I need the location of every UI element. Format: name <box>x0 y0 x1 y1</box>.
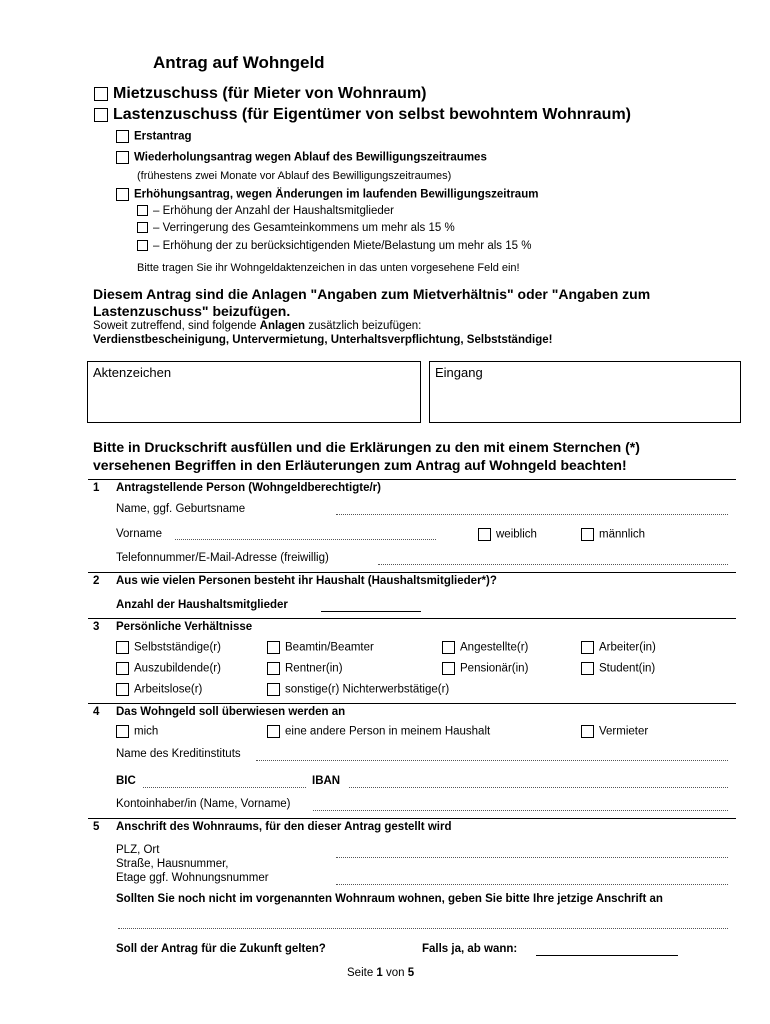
vorname-field[interactable] <box>175 539 436 540</box>
telefon-label: Telefonnummer/E-Mail-Adresse (freiwillig) <box>116 552 329 564</box>
vorname-label: Vorname <box>116 528 163 540</box>
soweit-bold: Anlagen <box>259 320 306 332</box>
eingang-box <box>429 361 741 423</box>
sub1-checkbox[interactable] <box>137 205 148 216</box>
page-footer <box>347 967 414 979</box>
type-mietzuschuss[interactable] <box>94 85 427 103</box>
kontoinhaber-label: Kontoinhaber/in (Name, Vorname) <box>116 798 291 810</box>
zukunft-label: Soll der Antrag für die Zukunft gelten? <box>116 943 326 955</box>
name-field[interactable] <box>336 514 728 515</box>
lastenzuschuss-checkbox[interactable] <box>94 108 108 122</box>
mich-checkbox[interactable] <box>116 725 129 738</box>
kreditinstitut-label: Name des Kreditinstituts <box>116 748 241 760</box>
section4-title: Das Wohngeld soll überwiesen werden an <box>116 706 346 718</box>
erhoehung-option[interactable] <box>116 188 538 201</box>
rentner-option[interactable] <box>267 662 343 675</box>
wiederholung-checkbox[interactable] <box>116 151 129 164</box>
sub3-label: – Erhöhung der zu berücksichtigenden Miete/Belastung um mehr als 15 % <box>153 240 532 252</box>
sollten-note: Sollten Sie noch nicht im vorgenannten Wohnraum wohnen, geben Sie bitte Ihre jetzige Anschrift an <box>116 893 663 905</box>
anzahl-label: Anzahl der Haushaltsmitglieder <box>116 599 288 611</box>
maennlich-option[interactable] <box>581 528 645 541</box>
mietzuschuss-checkbox[interactable] <box>94 87 108 101</box>
strasse-field[interactable] <box>336 884 728 885</box>
instruction-line1: Bitte in Druckschrift ausfüllen und die Erklärungen zu den mit einem Sternchen (*) <box>93 439 640 455</box>
erstantrag-checkbox[interactable] <box>116 130 129 143</box>
sonstige-checkbox[interactable] <box>267 683 280 696</box>
mich-option[interactable] <box>116 725 158 738</box>
beamter-option[interactable] <box>267 641 374 654</box>
sonstige-option[interactable] <box>267 683 449 696</box>
vermieter-checkbox[interactable] <box>581 725 594 738</box>
page-title: Antrag auf Wohngeld <box>153 53 325 72</box>
auszubildende-option[interactable] <box>116 662 221 675</box>
andere-person-checkbox[interactable] <box>267 725 280 738</box>
footer-page: 1 <box>376 967 383 979</box>
angestellte-checkbox[interactable] <box>442 641 455 654</box>
beamter-checkbox[interactable] <box>267 641 280 654</box>
selbststaendige-checkbox[interactable] <box>116 641 129 654</box>
arbeiter-checkbox[interactable] <box>581 641 594 654</box>
sub2-checkbox[interactable] <box>137 222 148 233</box>
auszubildende-label: Auszubildende(r) <box>134 662 221 675</box>
arbeitslose-checkbox[interactable] <box>116 683 129 696</box>
erhoehung-checkbox[interactable] <box>116 188 129 201</box>
sub2-label: – Verringerung des Gesamteinkommens um mehr als 15 % <box>153 222 455 234</box>
instruction-line2: versehenen Begriffen in den Erläuterungen zum Antrag auf Wohngeld beachten! <box>93 457 627 473</box>
ab-wann-field[interactable] <box>536 955 678 956</box>
iban-field[interactable] <box>349 787 728 788</box>
weiblich-checkbox[interactable] <box>478 528 491 541</box>
soweit-pre: Soweit zutreffend, sind folgende <box>93 320 260 332</box>
rentner-checkbox[interactable] <box>267 662 280 675</box>
vermieter-label: Vermieter <box>599 725 649 738</box>
mich-label: mich <box>134 725 159 738</box>
section1-number: 1 <box>93 482 100 494</box>
type-lastenzuschuss[interactable] <box>94 106 631 124</box>
maennlich-label: männlich <box>599 528 646 541</box>
kontoinhaber-field[interactable] <box>313 810 728 811</box>
bic-label: BIC <box>116 775 136 787</box>
footer-von: von <box>386 967 405 979</box>
selbststaendige-label: Selbstständige(r) <box>134 641 221 654</box>
erhoehung-label: Erhöhungsantrag, wegen Änderungen im laufenden Bewilligungszeitraum <box>134 188 539 201</box>
erstantrag-option[interactable] <box>116 130 192 143</box>
arbeiter-label: Arbeiter(in) <box>599 641 656 654</box>
plz-field[interactable] <box>336 857 728 858</box>
section2-title: Aus wie vielen Personen besteht ihr Haushalt (Haushaltsmitglieder*)? <box>116 575 497 587</box>
iban-label: IBAN <box>312 775 341 787</box>
plz-label: PLZ, Ort <box>116 844 160 856</box>
ab-wann-label: Falls ja, ab wann: <box>422 943 518 955</box>
wiederholung-option[interactable] <box>116 151 487 164</box>
bic-field[interactable] <box>143 787 306 788</box>
section-rule <box>88 703 736 704</box>
telefon-field[interactable] <box>378 564 728 565</box>
section4-number: 4 <box>93 706 100 718</box>
student-label: Student(in) <box>599 662 656 675</box>
kreditinstitut-field[interactable] <box>256 760 728 761</box>
maennlich-checkbox[interactable] <box>581 528 594 541</box>
student-checkbox[interactable] <box>581 662 594 675</box>
footer-seite: Seite <box>347 967 374 979</box>
arbeitslose-label: Arbeitslose(r) <box>134 683 203 696</box>
sonstige-label: sonstige(r) Nichterwerbstätige(r) <box>285 683 450 696</box>
anlagen-line1: Diesem Antrag sind die Anlagen "Angaben zum Mietverhältnis" oder "Angaben zum <box>93 286 651 302</box>
aktenzeichen-box[interactable] <box>87 361 421 423</box>
erhoehung-sub1[interactable] <box>137 205 394 217</box>
student-option[interactable] <box>581 662 655 675</box>
section2-number: 2 <box>93 575 100 587</box>
erhoehung-sub3[interactable] <box>137 240 531 252</box>
section3-number: 3 <box>93 621 100 633</box>
arbeitslose-option[interactable] <box>116 683 202 696</box>
selbststaendige-option[interactable] <box>116 641 221 654</box>
sub1-label: – Erhöhung der Anzahl der Haushaltsmitglieder <box>153 205 395 217</box>
section1-title: Antragstellende Person (Wohngeldberechtigte/r) <box>116 482 381 494</box>
erstantrag-label: Erstantrag <box>134 130 192 143</box>
section-rule <box>88 479 736 480</box>
footer-total: 5 <box>407 967 415 979</box>
jetzige-anschrift-field[interactable] <box>118 928 728 929</box>
mietzuschuss-label: Mietzuschuss (für Mieter von Wohnraum) <box>113 85 427 102</box>
pensionaer-label: Pensionär(in) <box>460 662 529 675</box>
anlagen-soweit <box>93 320 421 332</box>
aktenzeichen-label: Aktenzeichen <box>93 365 172 380</box>
section-rule <box>88 818 736 819</box>
name-label: Name, ggf. Geburtsname <box>116 503 246 515</box>
auszubildende-checkbox[interactable] <box>116 662 129 675</box>
erhoehung-sub2[interactable] <box>137 222 455 234</box>
angestellte-label: Angestellte(r) <box>460 641 529 654</box>
rentner-label: Rentner(in) <box>285 662 343 675</box>
strasse-label: Straße, Hausnummer, <box>116 858 229 870</box>
andere-person-label: eine andere Person in meinem Haushalt <box>285 725 491 738</box>
angestellte-option[interactable] <box>442 641 528 654</box>
wiederholung-note: (frühestens zwei Monate vor Ablauf des Bewilligungszeitraumes) <box>137 170 452 182</box>
andere-person-option[interactable] <box>267 725 490 738</box>
vermieter-option[interactable] <box>581 725 648 738</box>
anlagen-list: Verdienstbescheinigung, Untervermietung, Unterhaltsverpflichtung, Selbstständige! <box>93 334 553 346</box>
section-rule <box>88 618 736 619</box>
pensionaer-option[interactable] <box>442 662 528 675</box>
lastenzuschuss-label: Lastenzuschuss (für Eigentümer von selbst bewohntem Wohnraum) <box>113 106 631 123</box>
wiederholung-label: Wiederholungsantrag wegen Ablauf des Bewilligungszeitraumes <box>134 151 487 164</box>
aktenzeichen-hint: Bitte tragen Sie ihr Wohngeldaktenzeichen in das unten vorgesehene Feld ein! <box>137 262 520 274</box>
eingang-label: Eingang <box>435 365 483 380</box>
anzahl-field[interactable] <box>321 611 421 612</box>
soweit-post: zusätzlich beizufügen: <box>305 320 422 332</box>
sub3-checkbox[interactable] <box>137 240 148 251</box>
section-rule <box>88 572 736 573</box>
section5-number: 5 <box>93 821 100 833</box>
weiblich-label: weiblich <box>496 528 537 541</box>
beamter-label: Beamtin/Beamter <box>285 641 374 654</box>
weiblich-option[interactable] <box>478 528 537 541</box>
anlagen-line2: Lastenzuschuss" beizufügen. <box>93 303 291 319</box>
etage-label: Etage ggf. Wohnungsnummer <box>116 872 269 884</box>
arbeiter-option[interactable] <box>581 641 656 654</box>
section3-title: Persönliche Verhältnisse <box>116 621 253 633</box>
section5-title: Anschrift des Wohnraums, für den dieser Antrag gestellt wird <box>116 821 452 833</box>
pensionaer-checkbox[interactable] <box>442 662 455 675</box>
